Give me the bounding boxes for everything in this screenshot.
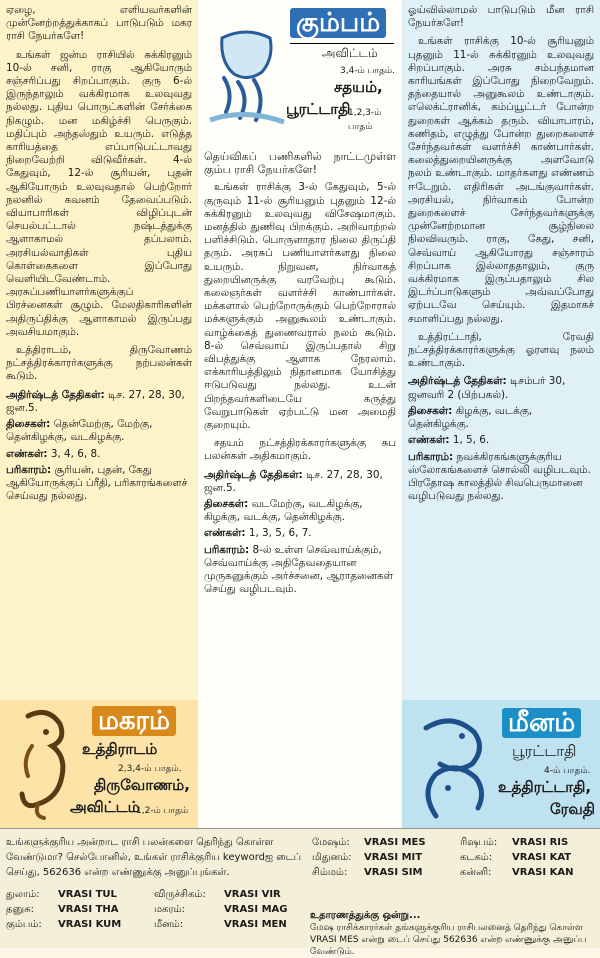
makaram-title: மகரம் xyxy=(92,706,176,736)
meenam-column xyxy=(402,0,600,700)
meenam-stars: உத்திரட்டாதி, ரேவதி நட்சத்திரக்காரர்களுக்கு ஓரளவு நலம் உண்டாகும். xyxy=(408,330,594,370)
pisces-fish-icon xyxy=(412,708,498,822)
meenam-intro: ஓய்வில்லாமல் பாடுபடும் மீன ராசி நேயர்களே! xyxy=(408,4,594,30)
aquarius-pot-icon xyxy=(204,8,288,128)
code-vir: VRASI VIR xyxy=(224,889,281,900)
example-title: உதாரணத்துக்கு ஒன்று... xyxy=(310,910,421,921)
kumbam-star3-padam: 1,2,3-ம் பாதம் xyxy=(348,108,382,132)
code-mag: VRASI MAG xyxy=(224,904,288,915)
sms-promo-text: உங்களுக்குரிய அன்றாட ராசி பலன்களை தெரிந்து கொள்ள வேண்டுமா? செல்போனில், உங்கள் ராசிக்குரிய keywordஐ டைப் செய்து, 562636 என்ற எண்ணுக்கு அனுப்புங்கள். xyxy=(6,837,302,878)
code-ris: VRASI RIS xyxy=(512,837,569,848)
meenam-star2: உத்திரட்டாதி, xyxy=(498,778,592,796)
codes-grid-right: மேஷம்: VRASI MES ரிஷபம்: VRASI RIS மிதுனம்: VRASI MIT கடகம்: VRASI KAT சிம்மம்: VRASI SIM கன்னி: VRASI KAN xyxy=(312,835,600,880)
makaram-numbers: எண்கள்: 3, 4, 6, 8. xyxy=(6,447,101,460)
meenam-remedy: பரிகாரம்: நவக்கிரகங்களுக்குரிய ஸ்லோகங்களைச் சொல்லி வழிபடவும். பிரதோஷ காலத்தில் சிவபெருமானை வழிபடுவது நல்லது. xyxy=(408,450,591,503)
kumbam-stars: சதயம் நட்சத்திரக்காரர்களுக்கு சுப பலன்கள் அதிகமாகும். xyxy=(204,437,396,463)
meenam-star1-padam: 4-ம் பாதம். xyxy=(544,766,591,776)
example-text: மேஷ ராசிக்காரர்கள் தங்களுக்குரிய ராசிபலனைத் தெரிந்து கொள்ள VRASI MES என்று டைப் செய்து 562636 என்ற எண்ணுக்கு அனுப்ப வேண்டும். xyxy=(310,923,587,957)
code-mes: VRASI MES xyxy=(364,837,426,848)
kumbam-lucky-dates: அதிர்ஷ்டத் தேதிகள்: டிச. 27, 28, 30, ஜன.5. xyxy=(204,468,383,494)
code-kan: VRASI KAN xyxy=(512,867,574,878)
meenam-directions: திசைகள்: கிழக்கு, வடக்கு, தென்கிழக்கு. xyxy=(408,404,533,431)
makaram-directions: திசைகள்: தென்மேற்கு, மேற்கு, தென்கிழக்கு, வடகிழக்கு. xyxy=(6,418,153,444)
kumbam-body: உங்கள் ராசிக்கு 3-ல் கேதுவும், 5-ல் குருவும் 11-ல் சூரியனும் புதனும் 12-ல் சுக்கிரனும் உலவுவது விசேஷமாகும். மனத்தில் துணிவு பிறக்கும். அறிவாற்றல் பளிச்சிடும். பொருளாதார நிலை திருப்தி தரும். அரசுப் பணியாளர்களது நிலை உயரும். நிறுவன, நிர்வாகத் துறையினருக்கு வரவேற்பு கூடும். கலைஞர்கள் வளர்ச்சி காண்பார்கள். மக்களால் பெற்றோருக்கும் பெற்றோரால் மக்களுக்கும் அனுகூலம் உண்டாகும். வாழ்க்கைத் துணைவரால் நலம் கூடும். 8-ல் செவ்வாய் இருப்பதால் சிறு விபத்துக்கு ஆளாக நேரலாம். எக்காரியத்திலும் நிதானமாக யோசித்து ஈடுபடுவது நல்லது. உடன் பிறந்தவர்களிடையே கருத்து வேறுபாடுகள் ஏற்பட்டு மன அமைதி குறையும். xyxy=(204,181,396,432)
makaram-header xyxy=(0,700,198,828)
makaram-star3-padam: 1,2-ம் பாதம் xyxy=(136,806,189,816)
makaram-column xyxy=(0,0,198,700)
codes-grid-left: துலாம்: VRASI TUL விருச்சிகம்: VRASI VIR தனுசு: VRASI THA மகரம்: VRASI MAG கும்பம்: VRASI KUM மீனம்: VRASI MEN xyxy=(6,887,320,932)
kumbam-numbers: எண்கள்: 1, 3, 5, 6, 7. xyxy=(204,527,312,540)
example-note xyxy=(310,910,590,958)
makaram-star1-padam: 2,3,4-ம் பாதம். xyxy=(118,764,182,774)
makaram-remedy: பரிகாரம்: சூரியன், புதன், கேது ஆகியோருக்குப் ப்ரீதி, பரிகாரங்களைச் செய்வது நல்லது. xyxy=(6,463,188,503)
meenam-lucky-dates: அதிர்ஷ்டத் தேதிகள்: டிசம்பர் 30, ஜனவரி 2 (பிற்பகல்). xyxy=(408,375,566,401)
code-men: VRASI MEN xyxy=(224,919,287,930)
kumbam-star1-padam: 3,4-ம் பாதம். xyxy=(340,66,396,76)
kumbam-star1: அவிட்டம் xyxy=(322,46,378,60)
kumbam-header xyxy=(198,0,402,150)
sms-service-panel xyxy=(0,828,600,957)
makaram-intro: ஏழை, எளியவர்களின் முன்னேற்றத்துக்காகப் பாடுபடும் மகர ராசி நேயர்களே! xyxy=(6,4,192,43)
kumbam-directions: திசைகள்: வடமேற்கு, வடகிழக்கு, கிழக்கு, வடக்கு, தென்கிழக்கு. xyxy=(204,498,363,524)
kumbam-star2: சதயம், xyxy=(334,78,383,96)
code-mit: VRASI MIT xyxy=(364,852,423,863)
makaram-star1: உத்திராடம் xyxy=(82,740,158,758)
makaram-stars: உத்திராடம், திருவோணம் நட்சத்திரக்காரர்களுக்கு நற்பலன்கள் கூடும். xyxy=(6,344,192,383)
makaram-star3: அவிட்டம் xyxy=(70,798,140,816)
meenam-header xyxy=(402,700,600,828)
meenam-title: மீனம் xyxy=(502,708,581,738)
kumbam-star3: பூரட்டாதி xyxy=(286,100,351,118)
code-tha: VRASI THA xyxy=(58,904,119,915)
makaram-star2: திருவோணம், xyxy=(94,776,190,794)
code-tul: VRASI TUL xyxy=(58,889,117,900)
makaram-body: உங்கள் ஜன்ம ராசியில் சுக்கிரனும் 10-ல் சனி, ராகு ஆகியோரும் சஞ்சரிப்பது சிறப்பாகும். குரு 6-ல் இருந்தாலும் வக்கிரமாக உலவுவது நல்லது. புதிய பொருட்களின் சேர்க்கை நிகழும். மன மகிழ்ச்சி பெருகும். மதிப்பும் அந்தஸ்தும் உயரும். எடுத்த காரியத்தை எப்பாடுபட்டாவது நிறைவேற்றி விடுவீர்கள். 4-ல் கேதுவும், 12-ல் சூரியன், புதன் ஆகியோரும் உலவுவதால் பெற்றோர் நலனில் கவனம் தேவைப்படும். வியாபாரிகள் விழிப்புடன் செயல்பட்டால் நஷ்டத்துக்கு ஆளாகாமல் தப்பலாம். அரசியல்வாதிகள் புதிய கொள்கைகளை இப்போது வெளியிடவேண்டாம். அரசுப்பணியாளர்களுக்குப் பிரச்னைகள் சூழும். மேலதிகாரிகளின் அதிருப்திக்கு ஆளாகாமல் இருப்பது அவசியமாகும். xyxy=(6,48,192,338)
code-kum: VRASI KUM xyxy=(58,919,122,930)
meenam-star1: பூரட்டாதி xyxy=(512,742,577,760)
meenam-numbers: எண்கள்: 1, 5, 6. xyxy=(408,434,490,447)
meenam-body: உங்கள் ராசிக்கு 10-ல் சூரியனும் புதனும் 11-ல் சுக்கிரனும் உலவுவது சிறப்பாகும். அரசு சம்பந்தமான காரியங்கள் இப்போது நிறைவேறும். தந்தையால் அனுகூலம் உண்டாகும். எலெக்ட்ரானிக், கம்ப்யூட்டர் போன்ற துறைகள் ஆக்கம் தரும். வியாபாரம், கணிதம், எழுத்து போன்ற துறைகளைச் சேர்ந்தவர்கள் வளர்ச்சி காண்பார்கள். கலைத்துறையினருக்கு அளவோடு நலம் உண்டாகும். மாதர்களது எண்ணம் ஈடேறும். எதிரிகள் அடங்குவார்கள். அரசியல், நிர்வாகம் போன்ற துறைகளைச் சேர்ந்தவர்களுக்கு முன்னேற்றமான சூழ்நிலை நிலவிவரும். ராகு, கேது, சனி, செவ்வாய் ஆகியோரது சஞ்சாரம் சிறப்பாக இல்லாததாலும், குரு வக்கிரமாக இருப்பதாலும் சில இடர்ப்பாடுகளும் அவ்வப்போது ஏற்படவே செய்யும். இதமாகச் சமாளிப்பது நல்லது. xyxy=(408,35,594,325)
kumbam-title: கும்பம் xyxy=(290,8,386,38)
code-sim: VRASI SIM xyxy=(364,867,423,878)
kumbam-intro: தெய்விகப் பணிகளில் நாட்டமுள்ள கும்ப ராசி நேயர்களே! xyxy=(204,150,396,177)
code-kat: VRASI KAT xyxy=(512,852,572,863)
kumbam-remedy: பரிகாரம்: 8-ல் உள்ள செவ்வாய்க்கும், செவ்வாய்க்கு அதிதேவதையான முருகனுக்கும் அர்ச்சனை, ஆராதனைகள் செய்து வழிபடவும். xyxy=(204,543,393,596)
makaram-lucky-dates: அதிர்ஷ்டத் தேதிகள்: டிச. 27, 28, 30, ஜன.5. xyxy=(6,388,185,414)
meenam-star3: ரேவதி xyxy=(550,800,596,818)
